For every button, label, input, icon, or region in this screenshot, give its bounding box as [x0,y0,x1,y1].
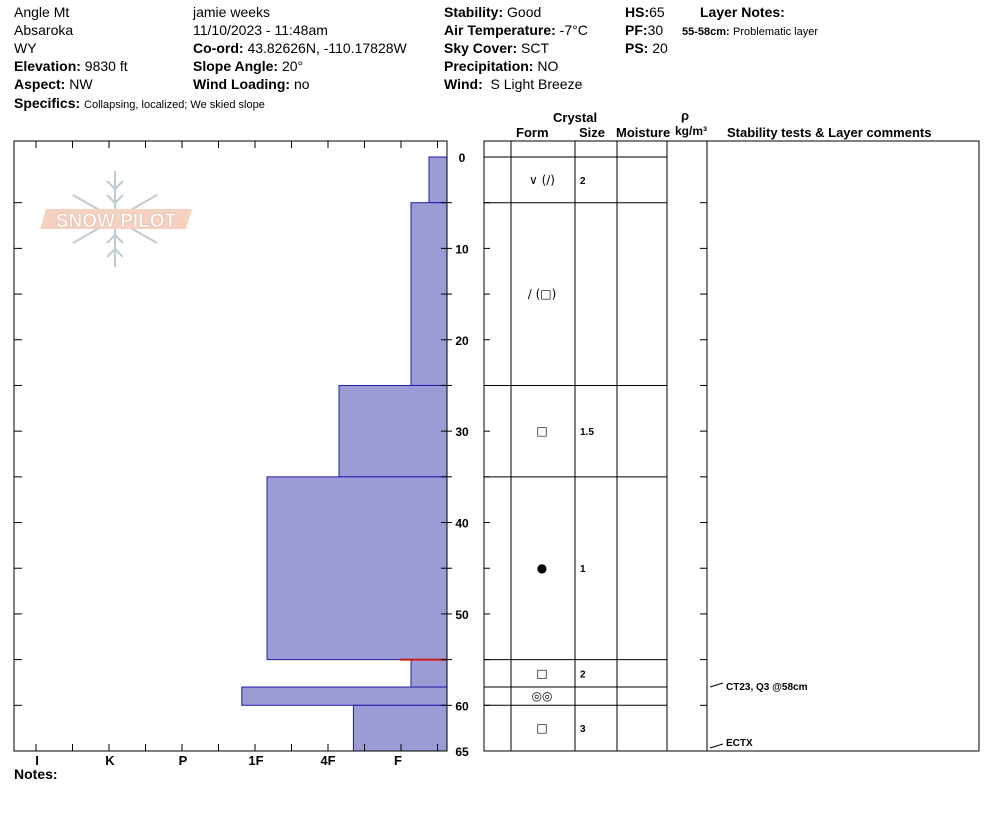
depth-label-65: 65 [455,745,469,759]
air-temperature: Air Temperature: -7°C [444,22,588,38]
depth-label-0: 0 [458,151,466,165]
notes-label: Notes: [14,766,58,782]
stability-test-pointer [710,683,723,687]
form-header: Form [516,125,549,140]
grain-size-3: 1.5 [580,427,594,439]
elevation: Elevation: 9830 ft [14,58,128,74]
grain-size-5: 2 [580,669,586,681]
hs: HS:65 [625,4,665,20]
depth-label-40: 40 [455,516,469,531]
hardness-bar-3 [339,385,447,476]
hardness-label-P: P [178,753,188,768]
layer-notes-label: Layer Notes: [700,4,785,20]
hardness-bar-4 [267,477,447,660]
crystal-form-7: □ [536,721,548,736]
stability: Stability: Good [444,4,542,20]
datetime: 11/10/2023 - 11:48am [193,22,328,38]
specifics: Specifics: Collapsing, localized; We skied slope [14,95,265,111]
hardness-layers [242,157,447,751]
hardness-label-4F: 4F [320,753,336,768]
logo-text: SNOW PILOT [55,211,177,232]
crystal-header: Crystal [553,110,598,125]
depth-label-20: 20 [455,333,469,348]
crystal-form-3: □ [536,424,548,439]
depth-label-60: 60 [455,699,469,714]
stability-tests-header: Stability tests & Layer comments [727,125,932,140]
crystal-form-2: ∕ (□) [527,287,557,302]
aspect: Aspect: NW [14,76,93,92]
size-header: Size [579,125,606,140]
depth-label-30: 30 [455,425,469,440]
range: Absaroka [14,22,74,38]
stability-test-2: ECTX [726,738,753,749]
grain-size-1: 2 [580,175,586,187]
hardness-bar-7 [353,705,447,751]
rho-header: ρ [681,108,690,123]
hardness-label-I: I [35,753,39,768]
precipitation: Precipitation: NO [444,58,559,74]
hardness-label-F: F [394,753,402,768]
coordinates: Co-ord: 43.82626N, -110.17828W [193,40,407,56]
wind-loading: Wind Loading: no [193,76,310,92]
layer-note: 55-58cm: Problematic layer [682,26,819,38]
depth-label-50: 50 [455,607,469,622]
wind: Wind: S Light Breeze [444,76,583,92]
crystal-form-1: ∨ (∕) [528,172,556,187]
hardness-bar-6 [242,687,447,705]
hardness-bar-5 [411,660,447,687]
layer-table [484,141,979,751]
crystal-form-6: ◎◎ [531,689,553,704]
slope-angle: Slope Angle: 20° [193,58,304,74]
depth-label-10: 10 [455,242,469,257]
density-unit-header: kg/m³ [675,124,708,138]
location: Angle Mt [14,4,70,20]
state: WY [14,40,37,56]
ps: PS: 20 [625,40,668,56]
moisture-header: Moisture [616,125,671,140]
hardness-label-K: K [105,753,115,768]
pf: PF:30 [625,22,664,38]
observer: jamie weeks [193,4,271,20]
hardness-bar-1 [429,157,447,203]
hardness-label-1F: 1F [248,753,264,768]
snowpilot-logo [40,171,192,267]
stability-test-pointer [710,744,723,748]
grain-size-7: 3 [580,724,586,736]
grain-size-4: 1 [580,564,586,576]
crystal-form-4: ● [536,561,548,576]
stability-test-1: CT23, Q3 @58cm [726,682,808,694]
sky-cover: Sky Cover: SCT [444,40,550,56]
crystal-form-5: □ [536,666,548,681]
